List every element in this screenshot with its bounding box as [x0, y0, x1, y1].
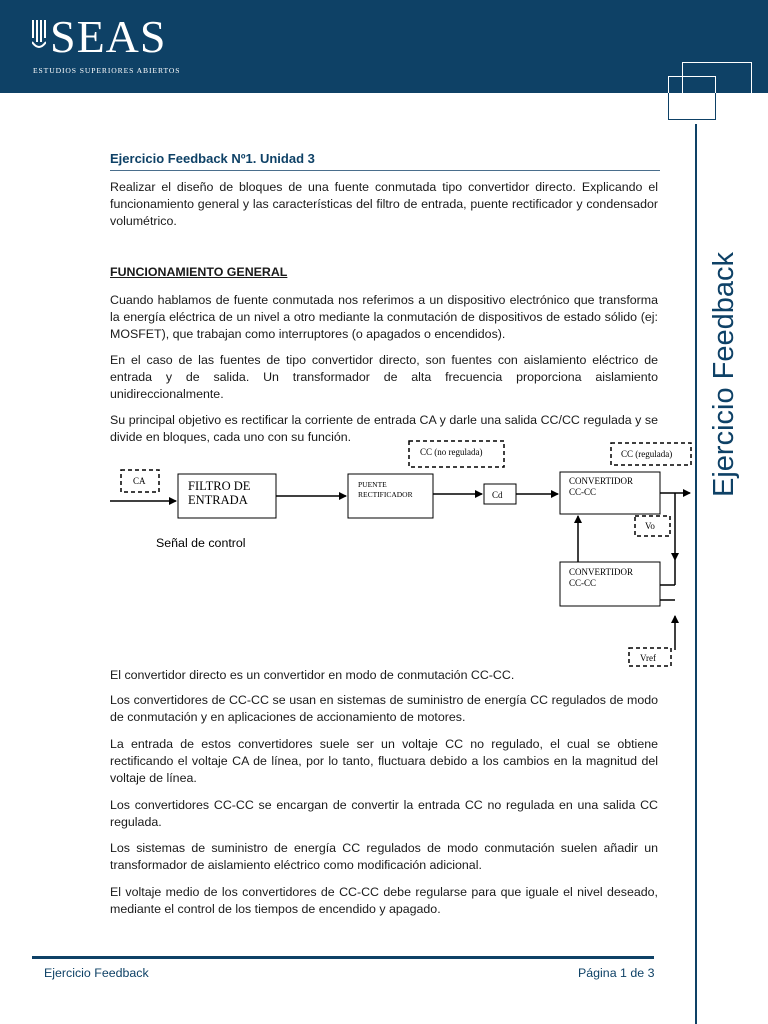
ca-label: CA: [133, 476, 146, 486]
cd-label: Cd: [492, 490, 503, 500]
paragraph: La entrada de estos convertidores suele ser un voltaje CC no regulado, el cual se obtiene rectificando el voltaje CA de línea, por lo tanto, fluctuara debido a los cambios en la magnitud del voltaje de línea.: [110, 737, 658, 785]
paragraph: Los sistemas de suministro de energía CC regulados de modo conmutación suelen añadir un transformador de aislamiento eléctrico como modificación adicional.: [110, 841, 658, 872]
vref-label: Vref: [640, 653, 656, 663]
page-number: Página 1 de 3: [578, 966, 655, 980]
paragraph: El voltaje medio de los convertidores de CC-CC debe regularse para que iguale el nivel deseado, mediante el control de los tiempos de encendido y apagado.: [110, 885, 658, 916]
footer-divider: [32, 956, 654, 959]
puente-label-line1: PUENTE: [358, 480, 387, 489]
section-heading: FUNCIONAMIENTO GENERAL: [110, 265, 288, 279]
intro-paragraph: Realizar el diseño de bloques de una fuente conmutada tipo convertidor directo. Explicando el funcionamiento general y las características del filtro de entrada, puente rectificador y condensador volumétrico.: [110, 180, 658, 228]
footer-label: Ejercicio Feedback: [44, 966, 149, 980]
convertidor-1-label-line2: CC-CC: [569, 487, 597, 497]
vo-label: Vo: [645, 521, 655, 531]
paragraph: El convertidor directo es un convertidor en modo de conmutación CC-CC.: [110, 668, 515, 682]
puente-label-line2: RECTIFICADOR: [358, 490, 413, 499]
cc-no-regulada-label: CC (no regulada): [420, 447, 483, 457]
senal-control-label: Señal de control: [156, 536, 246, 550]
convertidor-2-label-line2: CC-CC: [569, 578, 597, 588]
cc-regulada-label: CC (regulada): [621, 449, 673, 459]
convertidor-1-label-line1: CONVERTIDOR: [569, 476, 633, 486]
paragraph: Cuando hablamos de fuente conmutada nos referimos a un dispositivo electrónico que transforma la energía eléctrica de un nivel a otro mediante la conmutación de dispositivos de estado sólido (ej: MOSFET), que trabajan como interruptores (o apagados o encendidos).: [110, 293, 658, 341]
paragraph: Su principal objetivo es rectificar la corriente de entrada CA y darle una salida CC/CC regulada y se divide en bloques, cada uno con su función.: [110, 413, 658, 444]
convertidor-2-label-line1: CONVERTIDOR: [569, 567, 633, 577]
filtro-label-line1: FILTRO DE: [188, 479, 251, 493]
page-title: Ejercicio Feedback Nº1. Unidad 3: [110, 151, 315, 166]
side-title: Ejercicio Feedback: [708, 252, 740, 497]
logo-subtitle: ESTUDIOS SUPERIORES ABIERTOS: [33, 66, 181, 75]
logo-text: SEAS: [50, 11, 167, 62]
paragraph: En el caso de las fuentes de tipo convertidor directo, son fuentes con aislamiento eléctrico de entrada y de salida. Un transformador de alta frecuencia proporciona aislamiento unidireccionalmente.: [110, 353, 658, 401]
filtro-label-line2: ENTRADA: [188, 493, 248, 507]
paragraph: Los convertidores de CC-CC se usan en sistemas de suministro de energía CC regulados de modo de conmutación y en aplicaciones de accionamiento de motores.: [110, 693, 658, 724]
paragraph: Los convertidores CC-CC se encargan de convertir la entrada CC no regulada en una salida CC regulada.: [110, 798, 658, 829]
